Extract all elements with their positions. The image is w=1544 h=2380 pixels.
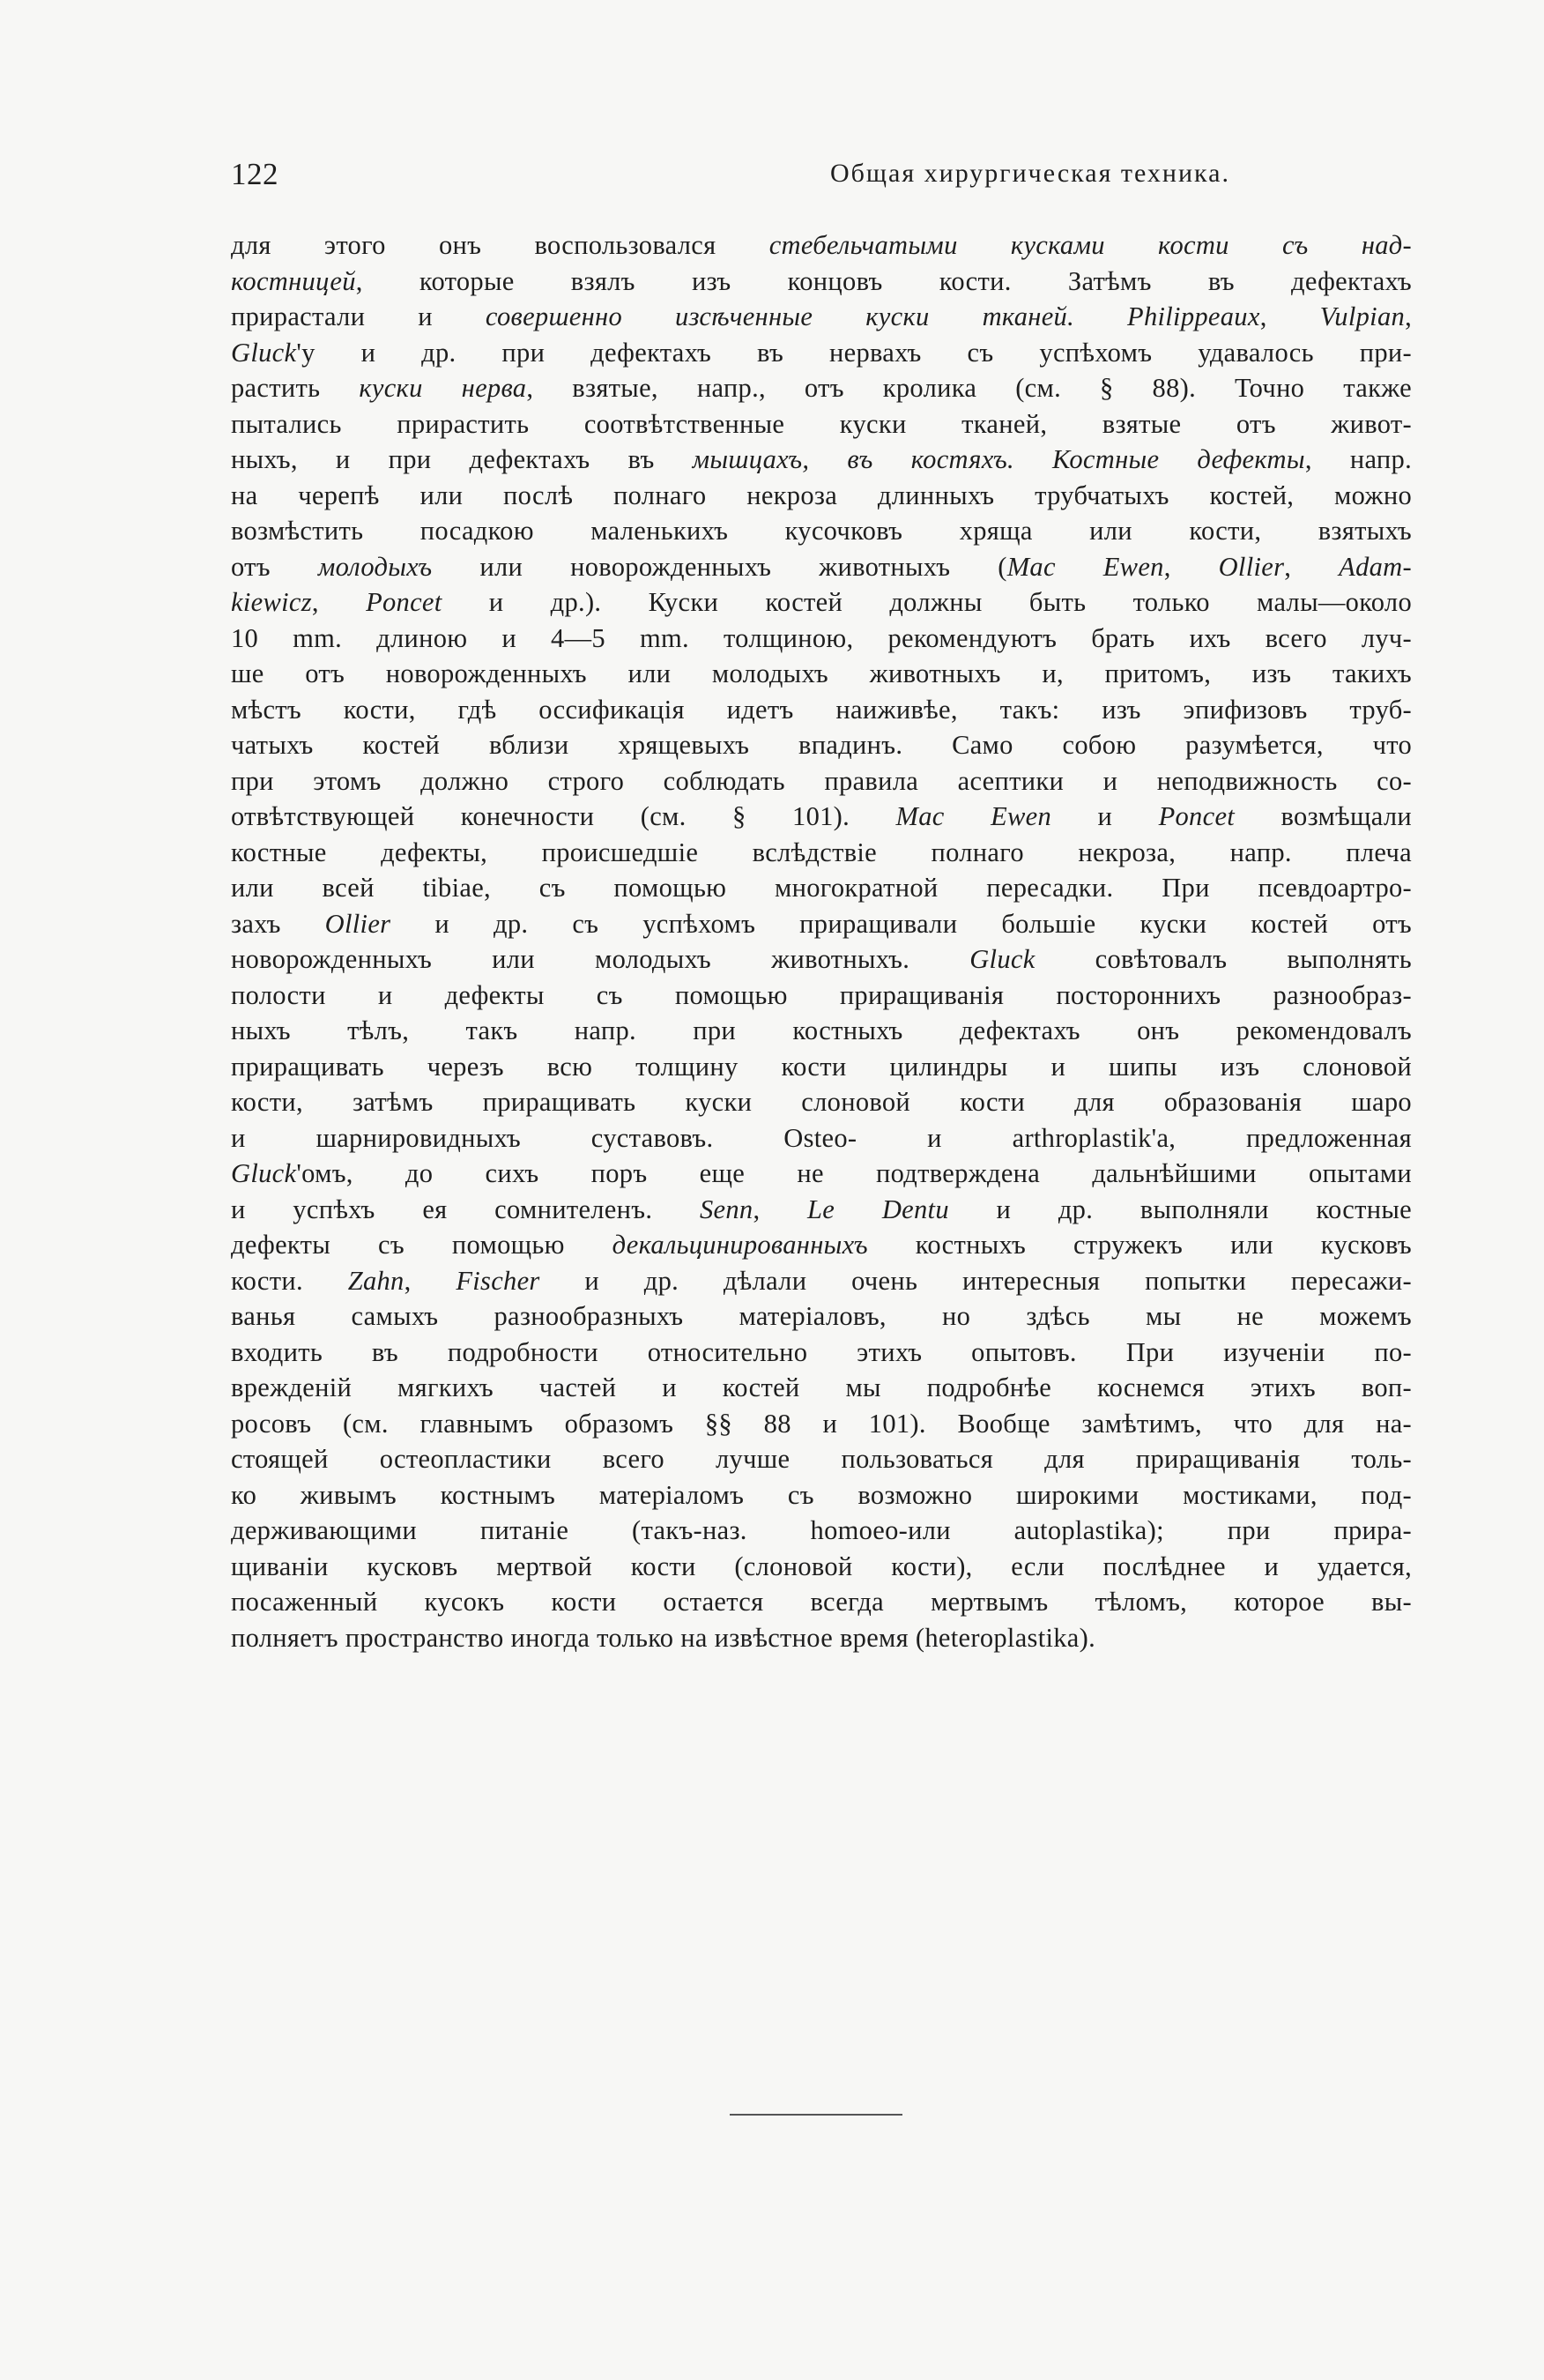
text-run: отъ [231, 551, 318, 582]
running-title: Общая хирургическая техника. [830, 159, 1230, 188]
text-run: костные дефекты, происшедшіе вслѣдствіе полнаго некроза, напр. плеча [231, 837, 1412, 867]
text-line [231, 1013, 1412, 1049]
italic-text: декальцинированныхъ [612, 1230, 868, 1260]
text-run: и [1051, 801, 1159, 831]
text-run: на черепѣ или послѣ полнаго некроза длинныхъ трубчатыхъ костей, можно [231, 480, 1412, 510]
text-run: , [1405, 301, 1412, 331]
text-run: дефекты съ помощью [231, 1230, 612, 1260]
page-number: 122 [231, 157, 278, 191]
text-run: стоящей остеопластики всего лучше пользоваться для приращиванія толь- [231, 1444, 1412, 1474]
text-line [231, 513, 1412, 549]
text-line [231, 1084, 1412, 1120]
text-line [231, 1477, 1412, 1514]
italic-text: стебельчатыми кусками кости съ над- [768, 230, 1412, 260]
text-run: , которые взялъ изъ концовъ кости. Затѣмъ въ дефектахъ [355, 265, 1412, 296]
text-run: и др.). Куски костей должны быть только малы—около [442, 587, 1413, 617]
italic-text: мышцахъ, въ костяхъ. Костные дефекты [692, 444, 1305, 474]
text-line [231, 799, 1412, 835]
text-line [231, 478, 1412, 514]
text-run: ныхъ тѣлъ, такъ напр. при костныхъ дефектахъ онъ рекомендовалъ [231, 1015, 1412, 1045]
page-header [231, 157, 1412, 201]
text-run: 'у и др. при дефектахъ въ нервахъ съ успѣхомъ удавалось при- [296, 337, 1412, 368]
body-text [231, 227, 1412, 1655]
italic-text: kiewicz [231, 587, 312, 617]
text-run: полняетъ пространство иногда только на извѣстное время (heteroplastika). [231, 1622, 1096, 1653]
text-line [231, 1263, 1412, 1299]
italic-text: совершенно изсѣченные куски тканей. Philippeaux [485, 301, 1260, 331]
text-line [231, 1192, 1412, 1228]
text-line [231, 763, 1412, 800]
text-run: , [1163, 551, 1219, 582]
text-run: захъ [231, 908, 325, 939]
text-line [231, 406, 1412, 443]
text-line [231, 1406, 1412, 1442]
text-run: возмѣщали [1235, 801, 1412, 831]
italic-text: Senn [699, 1194, 753, 1224]
text-line [231, 1335, 1412, 1371]
text-line [231, 1049, 1412, 1085]
italic-text: Poncet [1158, 801, 1236, 831]
text-line [231, 906, 1412, 942]
text-line [231, 835, 1412, 871]
text-line [231, 1156, 1412, 1192]
text-run: росовъ (см. главнымъ образомъ §§ 88 и 101). Вообще замѣтимъ, что для на- [231, 1408, 1412, 1439]
text-run: , [1284, 551, 1340, 582]
text-run: 'омъ, до сихъ поръ еще не подтверждена дальнѣйшими опытами [296, 1158, 1412, 1188]
italic-text: Poncet [366, 587, 442, 617]
text-run: врежденій мягкихъ частей и костей мы подробнѣе коснемся этихъ воп- [231, 1372, 1412, 1402]
italic-text: куски нерва [359, 373, 527, 403]
italic-text: Zahn [347, 1265, 405, 1296]
italic-text: Gluck [231, 1158, 297, 1188]
text-line [231, 227, 1412, 264]
text-line [231, 1120, 1412, 1157]
text-run: щиваніи кусковъ мертвой кости (слоновой кости), если послѣднее и удается, [231, 1551, 1412, 1581]
italic-text: костницей [231, 265, 356, 296]
text-line [231, 442, 1412, 478]
text-run: приращивать черезъ всю толщину кости цилиндры и шипы изъ слоновой [231, 1051, 1412, 1082]
text-run: кости, затѣмъ приращивать куски слоновой кости для образованія шаро [231, 1087, 1412, 1117]
text-line [231, 549, 1412, 585]
text-run: полости и дефекты съ помощью приращиванія постороннихъ разнообраз- [231, 979, 1412, 1010]
text-run: и др. дѣлали очень интересныя попытки пересажи- [539, 1265, 1413, 1296]
text-line [231, 1513, 1412, 1549]
text-run: прирастали и [231, 301, 486, 331]
text-run: совѣтовалъ выполнять [1035, 944, 1412, 974]
text-run: при этомъ должно строго соблюдать правила асептики и неподвижность со- [231, 765, 1412, 796]
italic-text: Gluck [969, 944, 1036, 974]
text-run: или всей tibiae, съ помощью многократной пересадки. При псевдоартро- [231, 873, 1412, 903]
text-line [231, 1298, 1412, 1335]
text-run: новорожденныхъ или молодыхъ животныхъ. [231, 944, 970, 974]
text-line [231, 692, 1412, 728]
text-run: и др. выполняли костные [948, 1194, 1412, 1224]
text-line [231, 621, 1412, 657]
text-line [231, 1227, 1412, 1263]
text-line [231, 264, 1412, 300]
text-run: и успѣхъ ея сомнителенъ. [231, 1194, 700, 1224]
italic-text: Gluck [231, 337, 297, 368]
italic-text: Le Dentu [807, 1194, 949, 1224]
text-run: пытались прирастить соотвѣтственные куски тканей, взятые отъ живот- [231, 408, 1412, 439]
text-run: , взятые, напр., отъ кролика (см. § 88). Точно также [526, 373, 1412, 403]
text-run: ныхъ, и при дефектахъ въ [231, 444, 693, 474]
text-line [231, 1370, 1412, 1406]
text-run: и др. съ успѣхомъ приращивали большіе куски костей отъ [390, 908, 1412, 939]
text-line [231, 870, 1412, 906]
text-run: возмѣстить посадкою маленькихъ кусочковъ хряща или кости, взятыхъ [231, 516, 1412, 546]
text-run: отвѣтствующей конечности (см. § 101). [231, 801, 896, 831]
text-line [231, 584, 1412, 621]
text-line [231, 941, 1412, 978]
text-run: , [1259, 301, 1320, 331]
text-run: ванья самыхъ разнообразныхъ матеріаловъ, но здѣсь мы не можемъ [231, 1301, 1412, 1331]
italic-text: Vulpian [1319, 301, 1406, 331]
text-run: и шарнировидныхъ суставовъ. Osteo- и arthroplastik'а, предложенная [231, 1122, 1412, 1153]
text-run: чатыхъ костей вблизи хрящевыхъ впадинъ. Само собою разумѣется, что [231, 730, 1412, 760]
italic-text: молодыхъ [317, 551, 433, 582]
text-line [231, 978, 1412, 1014]
text-run: , [753, 1194, 808, 1224]
italic-text: Adam- [1339, 551, 1412, 582]
text-line [231, 1584, 1412, 1620]
text-line [231, 299, 1412, 335]
text-run: или новорожденныхъ животныхъ ( [432, 551, 1007, 582]
italic-text: Fischer [456, 1265, 540, 1296]
text-run: , напр. [1304, 444, 1412, 474]
italic-text: Mac Ewen [1006, 551, 1164, 582]
text-run: растить [231, 373, 360, 403]
text-line [231, 370, 1412, 406]
text-run: 10 mm. длиною и 4—5 mm. толщиною, рекомендуютъ брать ихъ всего луч- [231, 622, 1412, 653]
text-run: ко живымъ костнымъ матеріаломъ съ возможно широкими мостиками, под- [231, 1479, 1412, 1510]
text-line [231, 656, 1412, 692]
text-run: мѣстъ кости, гдѣ оссификація идетъ наиживѣе, такъ: изъ эпифизовъ труб- [231, 694, 1412, 725]
text-line [231, 1549, 1412, 1585]
text-line [231, 1441, 1412, 1477]
end-divider [730, 2114, 902, 2116]
italic-text: Ollier [1218, 551, 1285, 582]
text-run: , [404, 1265, 457, 1296]
text-run: входить въ подробности относительно этихъ опытовъ. При изученіи по- [231, 1336, 1412, 1367]
text-run: кости. [231, 1265, 348, 1296]
text-run: для этого онъ воспользовался [231, 230, 769, 260]
italic-text: Ollier [324, 908, 391, 939]
italic-text: Mac Ewen [895, 801, 1052, 831]
text-run: , [311, 587, 367, 617]
text-run: посаженный кусокъ кости остается всегда мертвымъ тѣломъ, которое вы- [231, 1587, 1412, 1617]
text-run: держивающими питаніе (такъ-наз. homoeo-или autoplastika); при прира- [231, 1515, 1412, 1545]
text-line [231, 727, 1412, 763]
text-run: ше отъ новорожденныхъ или молодыхъ животныхъ и, притомъ, изъ такихъ [231, 658, 1412, 688]
text-run: костныхъ стружекъ или кусковъ [867, 1230, 1412, 1260]
text-line [231, 1620, 1412, 1656]
text-line [231, 335, 1412, 371]
